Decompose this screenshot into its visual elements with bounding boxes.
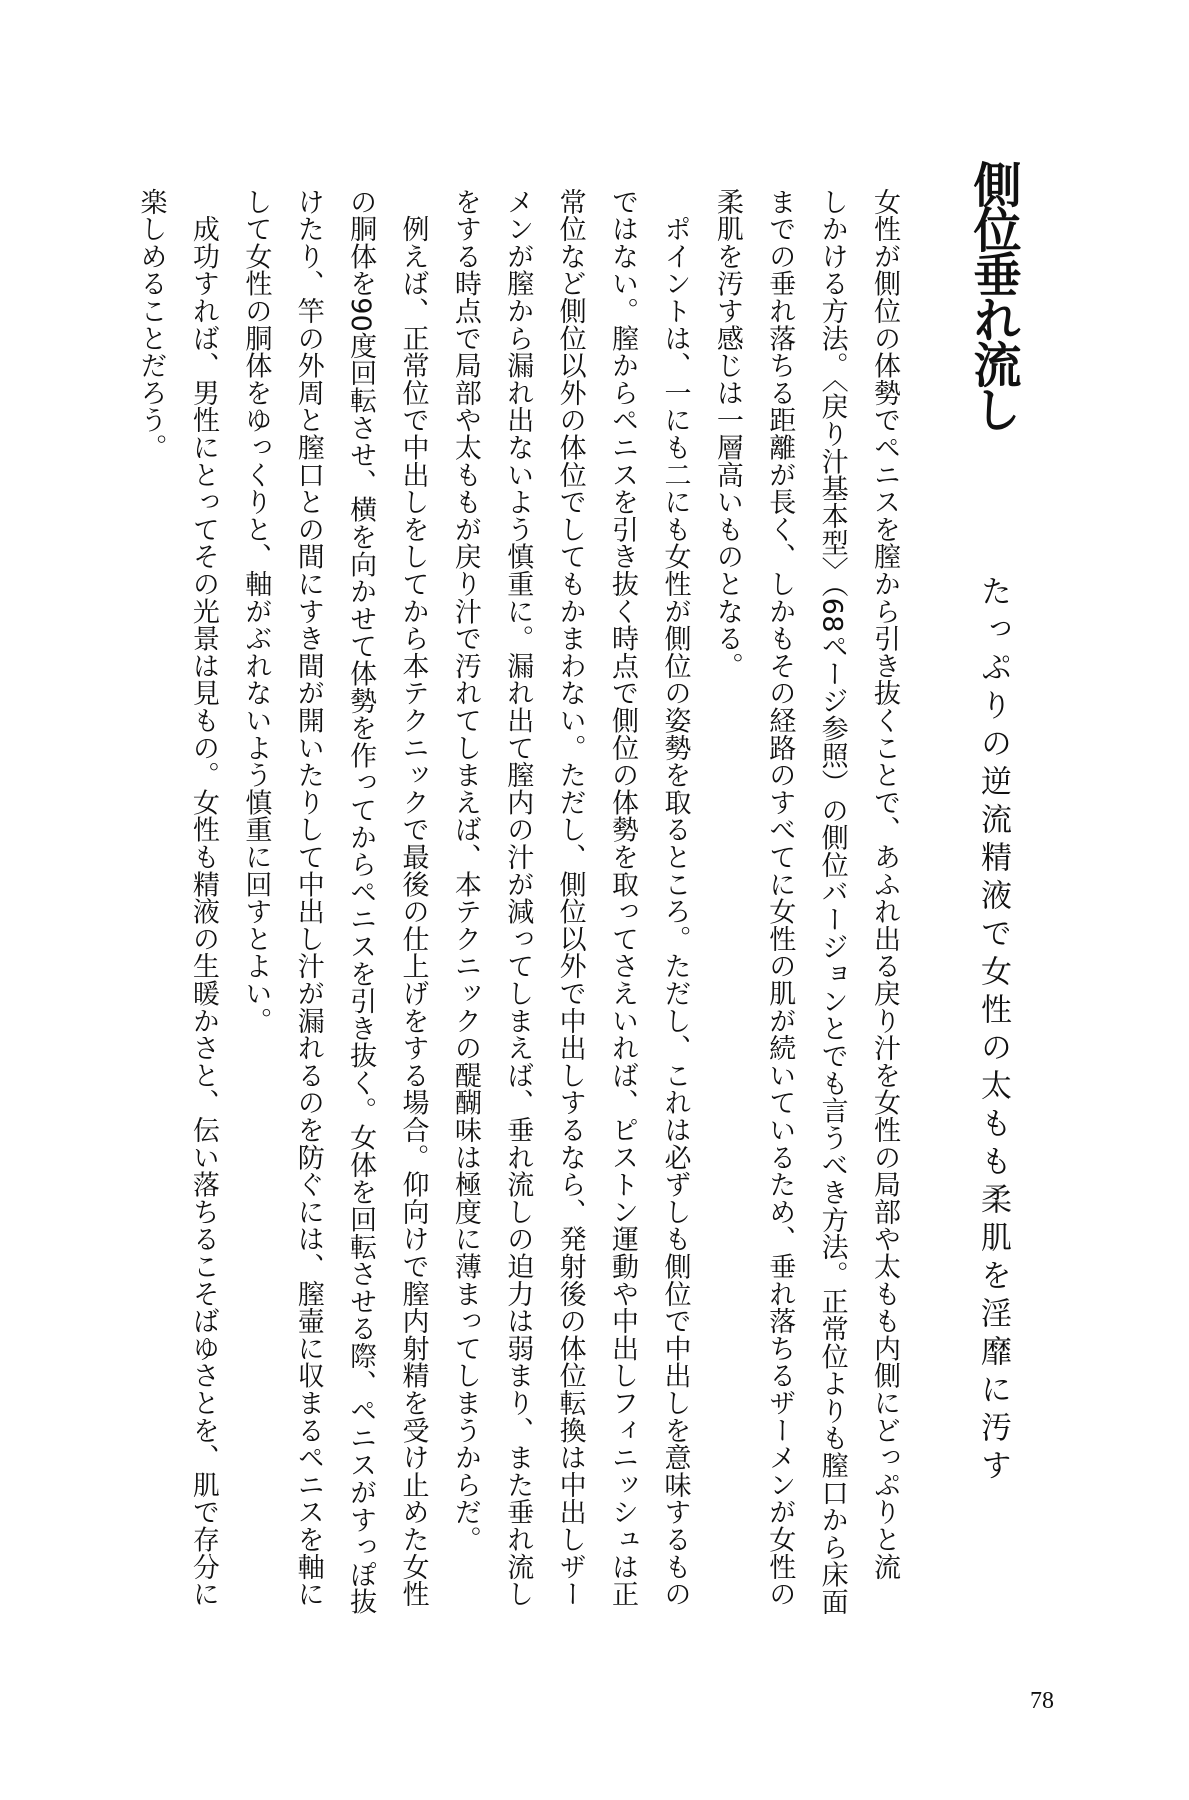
- page-number: 78: [1030, 1688, 1054, 1714]
- body-text: [124, 188, 910, 1618]
- text-column: 女性が側位の体勢でペニスを膣から引き抜くことで、あふれ出る戻り汁を女性の局部や太もも内側にどっぷりと流: [869, 188, 900, 1581]
- text-column: 成功すれば、男性にとってその光景は見もの。女性も精液の生暖かさと、伝い落ちるこそばゆさとを、肌で存分に: [187, 188, 219, 1608]
- text-column: メンが膣から漏れ出ないよう慎重に。漏れ出て膣内の汁が減ってしまえば、垂れ流しの迫力は弱まり、また垂れ流し: [502, 188, 534, 1608]
- text-column: 柔肌を汚す感じは一層高いものとなる。: [711, 188, 743, 680]
- text-column: の胴体を90度回転させ、横を向かせて体勢を作ってからペニスを引き抜く。女体を回転させる際、ペニスがすっぽ抜: [345, 188, 377, 1616]
- page-title: 側位垂れ流し: [965, 160, 1021, 430]
- text-column: をする時点で局部や太ももが戻り汁で汚れてしまえば、本テクニックの醍醐味は極度に薄まってしまうからだ。: [449, 188, 481, 1553]
- text-column: けたり、竿の外周と膣口との間にすき間が開いたりして中出し汁が漏れるのを防ぐには、膣壷に収まるペニスを軸に: [292, 188, 324, 1608]
- text-column: 楽しめることだろう。: [135, 188, 167, 461]
- text-column: しかける方法。〈戻り汁基本型〉（68ページ参照）の側位バージョンとでも言うべき方法。正常位よりも膣口から床面: [816, 188, 848, 1616]
- text-column: ポイントは、一にも二にも女性が側位の姿勢を取るところ。ただし、これは必ずしも側位で中出しを意味するもの: [659, 188, 691, 1608]
- text-column: ではない。膣からペニスを引き抜く時点で側位の体勢を取ってさえいれば、ピストン運動や中出しフィニッシュは正: [607, 188, 639, 1608]
- text-column: 常位など側位以外の体位でしてもかまわない。ただし、側位以外で中出しするなら、発射後の体位転換は中出しザー: [554, 188, 586, 1608]
- text-column: して女性の胴体をゆっくりと、軸がぶれないよう慎重に回すとよい。: [240, 188, 272, 1035]
- text-column: 例えば、正常位で中出しをしてから本テクニックで最後の仕上げをする場合。仰向けで膣内射精を受け止めた女性: [397, 188, 429, 1608]
- text-column: までの垂れ落ちる距離が長く、しかもその経路のすべてに女性の肌が続いているため、垂れ落ちるザーメンが女性の: [764, 188, 796, 1608]
- page-subtitle: たっぷりの逆流精液で女性の太もも柔肌を淫靡に汚す: [975, 575, 1011, 1487]
